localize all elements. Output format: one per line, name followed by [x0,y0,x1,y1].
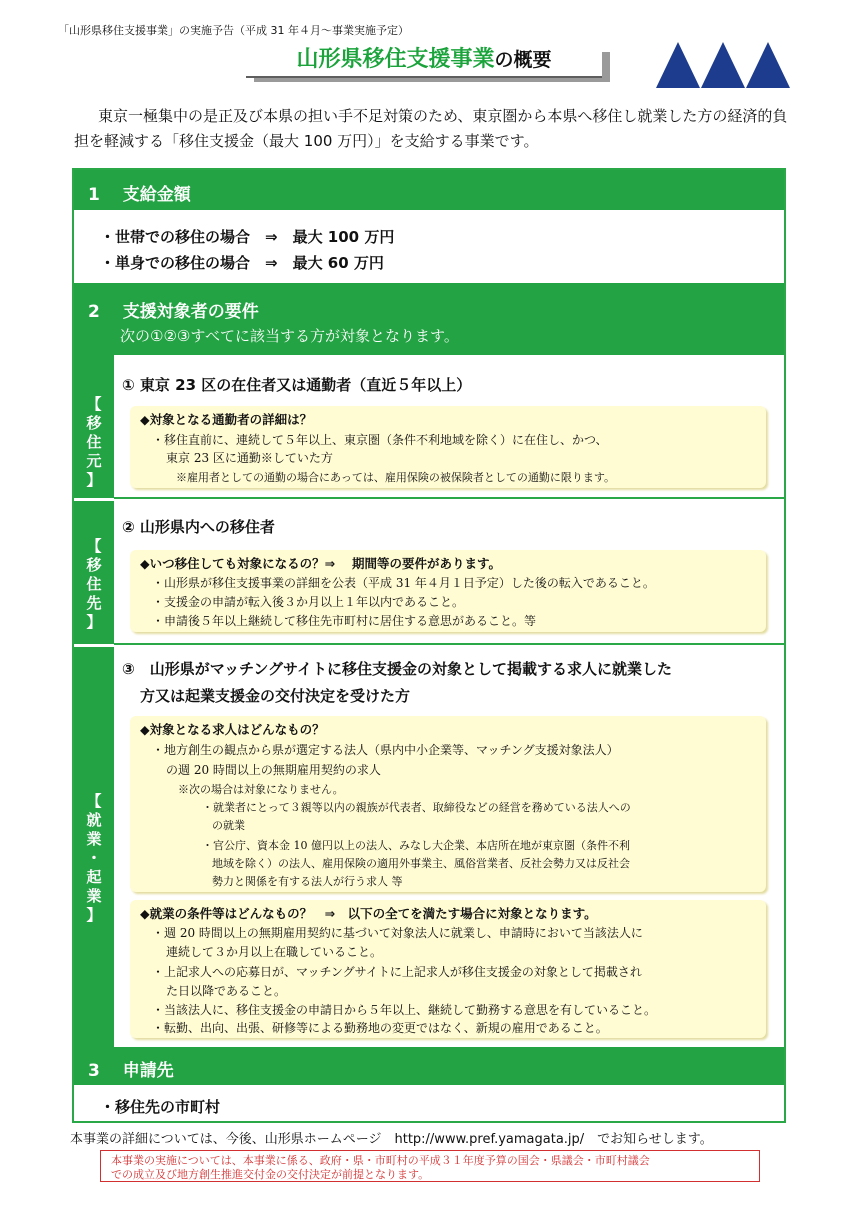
side-label-employment [74,647,114,1047]
condition-3-jobs-line: ・就業者にとって３親等以内の親族が代表者、取締役などの経営を務めている法人への [202,801,631,814]
side-label-employment-text: 【 就 業 ・ 起 業 】 [86,792,102,924]
condition-3-jobs-line: ※次の場合は対象になりません。 [178,783,344,796]
section-1-item-household: ・世帯での移住の場合 ⇒ 最大 100 万円 [100,228,395,246]
side-label-destination-text: 【 移 住 先 】 [86,537,102,631]
section-1-title: 1 支給金額 [88,185,191,205]
side-label-origin-text: 【 移 住 元 】 [86,395,102,489]
divider [114,497,784,499]
condition-3-jobs-line: 勢力と関係を有する法人が行う求人 等 [212,875,403,888]
disclaimer-box [100,1150,760,1182]
divider [114,643,784,645]
side-label-destination [74,501,114,644]
condition-1-title: ① 東京 23 区の在住者又は通勤者（直近５年以上） [122,376,472,394]
page-title [246,44,612,84]
condition-3-conditions-line: ・転勤、出向、出張、研修等による勤務地の変更ではなく、新規の雇用であること。 [152,1021,608,1035]
condition-1-question: ◆対象となる通勤者の詳細は？ [140,412,313,427]
footer-note: 本事業の詳細については、今後、山形県ホームページ http://www.pref.yamagata.jp/ でお知らせします。 [70,1132,713,1147]
condition-3-conditions-line: ・上記求人への応募日が、マッチングサイトに上記求人が移住支援金の対象として掲載され [152,965,642,979]
condition-2-title: ② 山形県内への移住者 [122,518,275,536]
condition-3-conditions-line: ・週 20 時間以上の無期雇用契約に基づいて対象法人に就業し、申請時において当該法人に [152,926,643,940]
condition-3-title-line-2: 方又は起業支援金の交付決定を受けた方 [140,687,411,705]
condition-3-conditions-question: ◆就業の条件等はどんなもの？ ⇒ 以下の全てを満たす場合に対象となります。 [140,906,597,921]
section-2-subtitle: 次の①②③すべてに該当する方が対象となります。 [120,327,459,345]
side-label-origin [74,355,114,498]
condition-3-jobs-line: の週 20 時間以上の無期雇用契約の求人 [166,763,381,777]
condition-3-conditions-line: 連続して３か月以上在職していること。 [166,945,383,959]
condition-1-detail-box [130,406,766,488]
section-3-header [74,1047,784,1085]
condition-3-jobs-question: ◆対象となる求人はどんなもの？ [140,722,325,737]
condition-2-detail-box [130,550,766,632]
condition-3-jobs-line: 地域を除く）の法人、雇用保険の適用外事業主、風俗営業者、反社会勢力又は反社会 [212,857,630,870]
triangle-logo-icon [654,38,794,90]
disclaimer-line-2: での成立及び地方創生推進交付金の交付決定が前提となります。 [111,1168,430,1181]
title-main: 山形県移住支援事業 [296,47,495,72]
condition-3-title-line-1: ③ 山形県がマッチングサイトに移住支援金の対象として掲載する求人に就業した [122,660,673,678]
condition-3-conditions-box [130,900,766,1038]
condition-3-jobs-line: ・地方創生の観点から県が選定する法人（県内中小企業等、マッチング支援対象法人） [152,743,619,757]
section-3-title: 3 申請先 [88,1061,174,1081]
section-1-header [74,170,784,210]
notice-text: 「山形県移住支援事業」の実施予告（平成 31 年４月～事業実施予定） [58,24,409,37]
condition-2-line: ・支援金の申請が転入後３か月以上１年以内であること。 [152,595,465,609]
condition-3-jobs-line: の就業 [212,819,245,832]
condition-3-jobs-box [130,716,766,892]
condition-3-conditions-line: た日以降であること。 [166,984,287,998]
disclaimer-line-1: 本事業の実施については、本事業に係る、政府・県・市町村の平成３１年度予算の国会・県議会・市町村議会 [111,1154,650,1167]
condition-1-footnote: ※雇用者としての通勤の場合にあっては、雇用保険の被保険者としての通勤に限ります。 [176,471,616,484]
condition-3-conditions-line: ・当該法人に、移住支援金の申請日から５年以上、継続して勤務する意思を有していること。 [152,1003,657,1017]
section-2-title: 2 支援対象者の要件 [88,302,259,322]
intro-paragraph: 東京一極集中の是正及び本県の担い手不足対策のため、東京圏から本県へ移住し就業した方の経済的負担を軽減する「移住支援金（最大 100 万円）」を支給する事業です。 [74,107,788,150]
condition-1-line: ・移住直前に、連続して５年以上、東京圏（条件不利地域を除く）に在住し、かつ、 [152,433,608,447]
section-1-item-single: ・単身での移住の場合 ⇒ 最大 60 万円 [100,254,384,272]
condition-3-jobs-line: ・官公庁、資本金 10 億円以上の法人、みなし大企業、本店所在地が東京圏（条件不利 [202,839,630,852]
section-2-header [74,283,784,355]
condition-2-line: ・申請後５年以上継続して移住先市町村に居住する意思があること。等 [152,614,537,628]
condition-1-line: 東京 23 区に通勤※していた方 [166,451,333,465]
section-3-item: ・移住先の市町村 [100,1098,221,1116]
condition-2-line: ・山形県が移住支援事業の詳細を公表（平成 31 年４月１日予定）した後の転入であること。 [152,576,655,590]
title-suffix: の概要 [494,49,552,71]
condition-2-question: ◆いつ移住しても対象になるの？⇒ 期間等の要件があります。 [140,556,501,571]
